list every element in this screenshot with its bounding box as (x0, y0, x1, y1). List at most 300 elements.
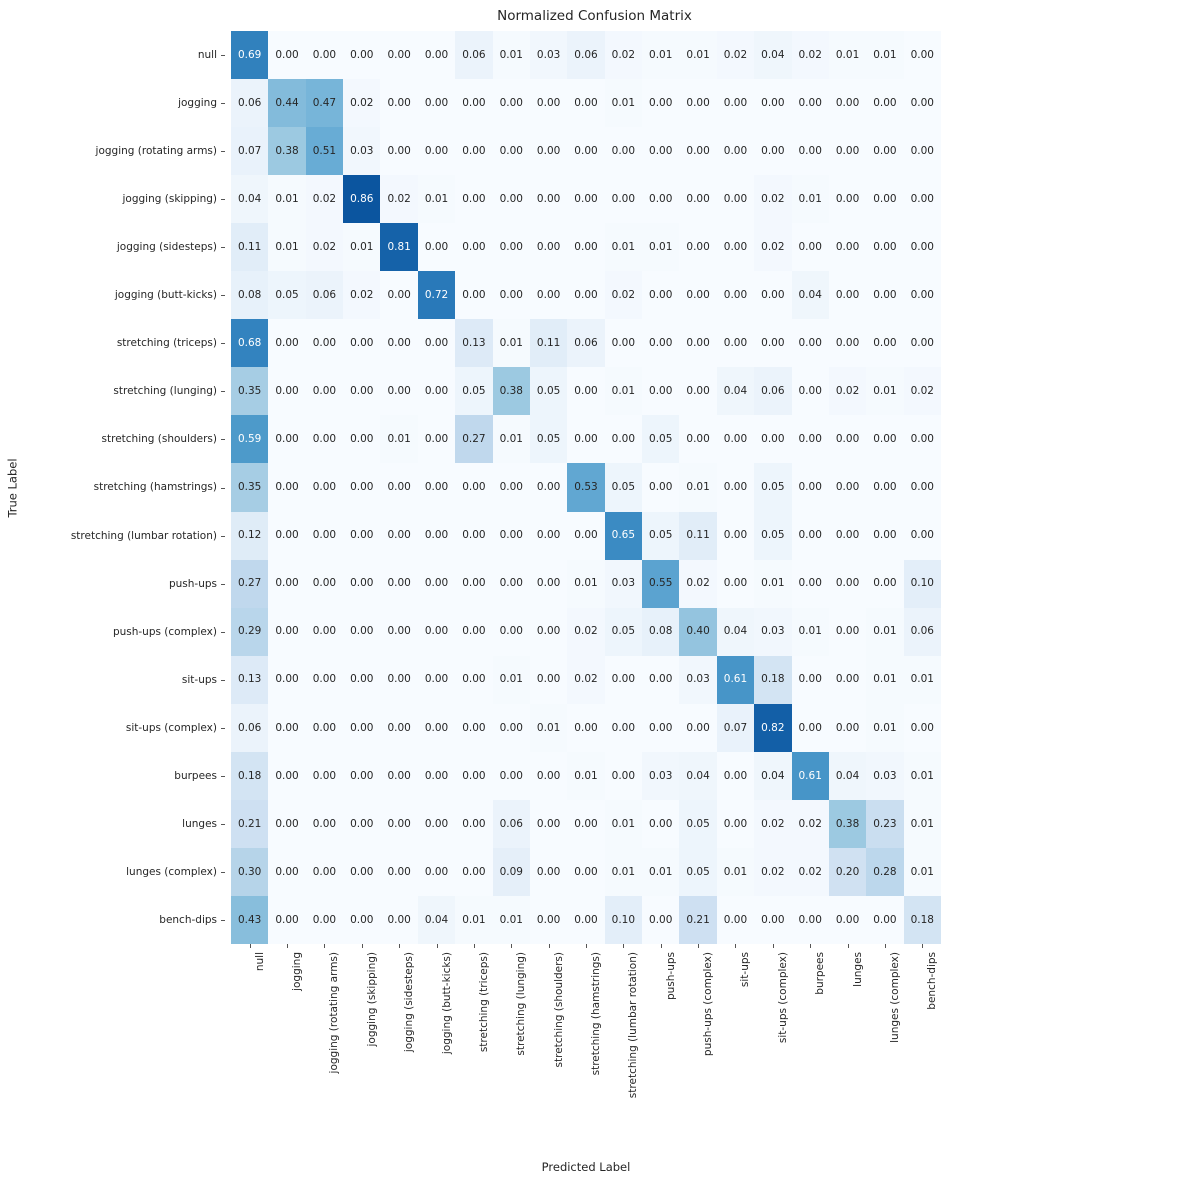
heatmap-cell-value: 0.00 (798, 337, 822, 350)
y-tick-mark (221, 680, 225, 681)
heatmap-cell (754, 560, 791, 608)
heatmap-cell (679, 560, 716, 608)
heatmap-cell (530, 175, 567, 223)
heatmap-cell-value: 0.00 (424, 529, 449, 542)
heatmap-cell (493, 127, 530, 175)
heatmap-cell (866, 367, 903, 415)
heatmap-cell (418, 127, 455, 175)
heatmap-cell (605, 271, 642, 319)
heatmap-cell-value: 0.00 (798, 721, 822, 734)
heatmap-cell (493, 31, 530, 79)
heatmap-cell-value: 0.00 (574, 433, 598, 446)
heatmap-cell-value: 0.02 (574, 625, 598, 638)
heatmap-cell (530, 463, 567, 511)
heatmap-cell (679, 127, 716, 175)
heatmap-cell-value: 0.00 (536, 865, 561, 878)
x-tick-mark (287, 944, 288, 948)
heatmap-cell (567, 463, 604, 511)
heatmap-cell-value: 0.01 (910, 865, 934, 878)
heatmap-cell (679, 608, 716, 656)
y-tick-mark (221, 776, 225, 777)
heatmap-cell-value: 0.00 (574, 96, 598, 109)
heatmap-cell (605, 608, 642, 656)
x-tick-label: sit-ups (739, 952, 752, 988)
heatmap-cell (829, 223, 866, 271)
x-tick-mark (324, 944, 325, 948)
heatmap-cell (231, 127, 268, 175)
heatmap-cell-value: 0.00 (761, 913, 785, 926)
heatmap-cell (343, 560, 380, 608)
heatmap-cell (866, 608, 903, 656)
x-tick-label: jogging (butt-kicks) (440, 952, 453, 1055)
x-tick-mark (810, 944, 811, 948)
heatmap-cell (268, 31, 305, 79)
heatmap-cell-value: 0.00 (275, 481, 299, 494)
heatmap-cell-value: 0.00 (835, 673, 860, 686)
heatmap-cell-value: 0.00 (798, 240, 822, 253)
heatmap-cell (306, 512, 343, 560)
heatmap-cell (642, 31, 679, 79)
heatmap-cell-value: 0.68 (237, 337, 262, 350)
x-tick-mark (848, 944, 849, 948)
heatmap-cell-value: 0.00 (873, 913, 897, 926)
heatmap-cell-value: 0.03 (350, 144, 374, 157)
x-tick-label: push-ups (664, 952, 677, 1001)
heatmap-cell (380, 223, 417, 271)
heatmap-cell-value: 0.00 (350, 817, 374, 830)
heatmap-cell-value: 0.05 (536, 433, 561, 446)
heatmap-cell-value: 0.00 (350, 433, 374, 446)
heatmap-cell (268, 512, 305, 560)
heatmap-cell-value: 0.00 (312, 481, 337, 494)
heatmap-cell-value: 0.02 (312, 240, 337, 253)
heatmap-cell-value: 0.00 (387, 96, 411, 109)
heatmap-cell-value: 0.05 (761, 529, 785, 542)
heatmap-cell-value: 0.00 (798, 577, 822, 590)
x-tick-label: stretching (shoulders) (552, 952, 565, 1068)
heatmap-cell (567, 127, 604, 175)
heatmap-cell-value: 0.00 (275, 913, 299, 926)
heatmap-cell (754, 79, 791, 127)
heatmap-cell (792, 415, 829, 463)
heatmap-cell-value: 0.01 (649, 48, 673, 61)
heatmap-cell-value: 0.00 (723, 337, 748, 350)
heatmap-cell (829, 656, 866, 704)
heatmap-cell (530, 319, 567, 367)
heatmap-cell (754, 319, 791, 367)
heatmap-cell-value: 0.00 (574, 529, 598, 542)
heatmap-cell-value: 0.00 (387, 817, 411, 830)
heatmap-cell-value: 0.01 (462, 913, 486, 926)
heatmap-cell (343, 79, 380, 127)
heatmap-cell-value: 0.00 (350, 673, 374, 686)
heatmap-cell-value: 0.00 (873, 433, 897, 446)
heatmap-cell (605, 31, 642, 79)
heatmap-cell (792, 560, 829, 608)
heatmap-cell-value: 0.00 (649, 144, 673, 157)
heatmap-cell-value: 0.02 (350, 96, 374, 109)
heatmap-cell (418, 223, 455, 271)
heatmap-cell-value: 0.02 (723, 48, 748, 61)
y-tick-label: jogging (skipping) (122, 193, 217, 206)
heatmap-cell-value: 0.06 (462, 48, 486, 61)
heatmap-cell-value: 0.00 (761, 433, 785, 446)
heatmap-cell (904, 31, 941, 79)
heatmap-cell-value: 0.06 (237, 721, 262, 734)
heatmap-cell-value: 0.00 (462, 240, 486, 253)
heatmap-cell (717, 560, 754, 608)
heatmap-cell-value: 0.35 (237, 385, 262, 398)
heatmap-cell-value: 0.00 (536, 577, 561, 590)
heatmap-cell (231, 79, 268, 127)
y-tick-labels (0, 31, 225, 944)
heatmap-cell (679, 319, 716, 367)
heatmap-cell-value: 0.00 (387, 48, 411, 61)
y-tick-label: sit-ups (complex) (125, 721, 217, 734)
heatmap-cell-value: 0.00 (462, 817, 486, 830)
heatmap-cell-value: 0.11 (237, 240, 262, 253)
heatmap-cell-value: 0.01 (499, 913, 523, 926)
y-tick-mark (221, 728, 225, 729)
heatmap-cell (343, 175, 380, 223)
heatmap-cell (380, 319, 417, 367)
heatmap-cell (754, 512, 791, 560)
heatmap-cell (455, 415, 492, 463)
heatmap-cell-value: 0.00 (723, 481, 748, 494)
x-axis-label: Predicted Label (541, 1160, 631, 1174)
heatmap-cell-value: 0.00 (686, 289, 710, 302)
heatmap-cell (642, 512, 679, 560)
heatmap-cell-value: 0.00 (574, 865, 598, 878)
y-tick-mark (221, 439, 225, 440)
heatmap-cell-value: 0.01 (611, 385, 636, 398)
heatmap-cell-value: 0.06 (574, 337, 598, 350)
heatmap-cell-value: 0.01 (499, 337, 523, 350)
heatmap-cell-value: 0.18 (761, 673, 785, 686)
x-tick-label: jogging (sidesteps) (403, 952, 416, 1053)
heatmap-cell-value: 0.00 (312, 48, 337, 61)
heatmap-cell (792, 512, 829, 560)
heatmap-cell-value: 0.00 (350, 913, 374, 926)
heatmap-cell-value: 0.05 (649, 433, 673, 446)
heatmap-cell (717, 223, 754, 271)
heatmap-cell-value: 0.69 (237, 48, 262, 61)
heatmap-cell (605, 175, 642, 223)
heatmap-cell-value: 0.00 (350, 481, 374, 494)
heatmap-cell-value: 0.01 (873, 625, 897, 638)
heatmap-cell-value: 0.00 (387, 769, 411, 782)
heatmap-cell (829, 79, 866, 127)
heatmap-cell-value: 0.01 (387, 433, 411, 446)
heatmap-cell (717, 463, 754, 511)
heatmap-cell (567, 223, 604, 271)
heatmap-cell (268, 415, 305, 463)
heatmap-cell-value: 0.01 (350, 240, 374, 253)
heatmap-cell (829, 608, 866, 656)
x-tick-mark (511, 944, 512, 948)
heatmap-cell-value: 0.00 (387, 529, 411, 542)
heatmap-cell (231, 175, 268, 223)
heatmap-cell-value: 0.01 (761, 577, 785, 590)
heatmap-cell-value: 0.00 (611, 769, 636, 782)
heatmap-cell-value: 0.04 (424, 913, 449, 926)
heatmap-cell-value: 0.00 (312, 865, 337, 878)
heatmap-cell-value: 0.01 (275, 192, 299, 205)
heatmap-cell-value: 0.00 (312, 529, 337, 542)
heatmap-cell (904, 175, 941, 223)
heatmap-cell (829, 271, 866, 319)
heatmap-cell-value: 0.00 (536, 144, 561, 157)
heatmap-cell-value: 0.00 (312, 433, 337, 446)
heatmap-cell-value: 0.02 (574, 673, 598, 686)
y-tick-mark (221, 824, 225, 825)
heatmap-cell (306, 271, 343, 319)
heatmap-cell-value: 0.00 (649, 337, 673, 350)
heatmap-cell-value: 0.03 (686, 673, 710, 686)
heatmap-cell (904, 463, 941, 511)
heatmap-cell (380, 415, 417, 463)
heatmap-cell (306, 223, 343, 271)
heatmap-cell-value: 0.38 (499, 385, 523, 398)
heatmap-cell (418, 608, 455, 656)
heatmap-cell (754, 271, 791, 319)
heatmap-cell (231, 31, 268, 79)
heatmap-cell-value: 0.81 (387, 240, 411, 253)
heatmap-cell-value: 0.06 (574, 48, 598, 61)
heatmap-cell-value: 0.00 (387, 721, 411, 734)
x-tick-mark (399, 944, 400, 948)
y-tick-label: push-ups (168, 577, 217, 590)
heatmap-cell-value: 0.00 (350, 625, 374, 638)
heatmap-cell-value: 0.00 (499, 144, 523, 157)
heatmap-cell (717, 175, 754, 223)
x-tick-mark (474, 944, 475, 948)
heatmap-cell (343, 463, 380, 511)
x-tick-mark (773, 944, 774, 948)
heatmap-cell-value: 0.13 (237, 673, 262, 686)
heatmap-cell-value: 0.00 (686, 144, 710, 157)
heatmap-cell-value: 0.00 (574, 192, 598, 205)
heatmap-cell (455, 608, 492, 656)
heatmap-cell-value: 0.00 (536, 289, 561, 302)
heatmap-cell-value: 0.00 (275, 721, 299, 734)
heatmap-cell (418, 656, 455, 704)
x-tick-label: burpees (814, 952, 827, 995)
heatmap-cell-value: 0.05 (686, 865, 710, 878)
heatmap-cell-value: 0.00 (649, 192, 673, 205)
heatmap-cell-value: 0.01 (873, 48, 897, 61)
heatmap-cell-value: 0.05 (275, 289, 299, 302)
heatmap-cell-value: 0.00 (798, 144, 822, 157)
heatmap-cell-value: 0.02 (798, 48, 822, 61)
heatmap-cell (567, 415, 604, 463)
heatmap-cell-value: 0.00 (798, 433, 822, 446)
heatmap-cell-value: 0.00 (536, 817, 561, 830)
heatmap-cell-value: 0.00 (275, 337, 299, 350)
heatmap-cell-value: 0.61 (798, 769, 822, 782)
heatmap-cell-value: 0.65 (611, 529, 636, 542)
heatmap-cell (717, 656, 754, 704)
y-tick-label: lunges (complex) (126, 865, 217, 878)
heatmap-cell (717, 608, 754, 656)
heatmap-cell-value: 0.10 (611, 913, 636, 926)
heatmap-cell-value: 0.00 (424, 625, 449, 638)
heatmap-cell-value: 0.00 (462, 625, 486, 638)
heatmap-cell (642, 175, 679, 223)
heatmap-cell-value: 0.00 (835, 289, 860, 302)
heatmap-cell-value: 0.00 (761, 144, 785, 157)
heatmap-cell-value: 0.09 (499, 865, 523, 878)
heatmap-cell-value: 0.00 (275, 865, 299, 878)
x-tick-mark (586, 944, 587, 948)
heatmap-cell (829, 31, 866, 79)
heatmap-cell-value: 0.00 (462, 577, 486, 590)
heatmap-cell-value: 0.00 (499, 625, 523, 638)
heatmap-cell-value: 0.00 (873, 192, 897, 205)
heatmap-cell-value: 0.01 (649, 865, 673, 878)
heatmap-cell (567, 560, 604, 608)
heatmap-cell-value: 0.00 (387, 673, 411, 686)
heatmap-cell-value: 0.04 (723, 385, 748, 398)
y-tick-mark (221, 103, 225, 104)
heatmap-cell-value: 0.01 (873, 673, 897, 686)
heatmap-cell (268, 463, 305, 511)
heatmap-cell-value: 0.02 (798, 817, 822, 830)
heatmap-cell-value: 0.00 (536, 481, 561, 494)
y-tick-mark (221, 488, 225, 489)
heatmap-cell-value: 0.00 (910, 481, 934, 494)
heatmap-cell (679, 656, 716, 704)
heatmap-cell-value: 0.00 (910, 721, 934, 734)
heatmap-cell-value: 0.00 (574, 385, 598, 398)
heatmap-cell-value: 0.00 (835, 240, 860, 253)
heatmap-cell (792, 271, 829, 319)
heatmap-cell-value: 0.00 (723, 817, 748, 830)
heatmap-cell-value: 0.53 (574, 481, 598, 494)
heatmap-cell (530, 608, 567, 656)
heatmap-cell-value: 0.00 (574, 913, 598, 926)
heatmap-cell-value: 0.00 (723, 769, 748, 782)
heatmap-cell-value: 0.01 (723, 865, 748, 878)
heatmap-cell (792, 463, 829, 511)
heatmap-cell (605, 127, 642, 175)
heatmap-cell-value: 0.86 (350, 192, 374, 205)
heatmap-cell-value: 0.02 (798, 865, 822, 878)
heatmap-cell (455, 656, 492, 704)
heatmap-cell-value: 0.00 (723, 577, 748, 590)
heatmap-cell-value: 0.38 (835, 817, 860, 830)
heatmap-cell-value: 0.00 (686, 337, 710, 350)
heatmap-cell (567, 608, 604, 656)
heatmap-cell-value: 0.00 (424, 433, 449, 446)
heatmap-cell (717, 415, 754, 463)
heatmap-cell-value: 0.04 (798, 289, 822, 302)
heatmap-cell (754, 127, 791, 175)
heatmap-cell (231, 367, 268, 415)
x-tick-label: null (253, 952, 266, 972)
heatmap-cell-value: 0.03 (761, 625, 785, 638)
heatmap-cell-value: 0.00 (835, 577, 860, 590)
heatmap-cell (754, 175, 791, 223)
x-tick-label: lunges (complex) (888, 952, 901, 1043)
heatmap-cell-value: 0.01 (574, 769, 598, 782)
heatmap-cell (306, 127, 343, 175)
heatmap-cell-value: 0.10 (910, 577, 934, 590)
heatmap-cell-value: 0.01 (798, 625, 822, 638)
heatmap-cell (418, 560, 455, 608)
heatmap-cell-value: 0.00 (350, 529, 374, 542)
heatmap-cell-value: 0.30 (237, 865, 262, 878)
heatmap-cell-value: 0.04 (237, 192, 262, 205)
heatmap-cell (530, 512, 567, 560)
heatmap-cell (455, 31, 492, 79)
heatmap-cell-value: 0.00 (536, 673, 561, 686)
heatmap-cell (866, 512, 903, 560)
heatmap-cell (231, 608, 268, 656)
y-tick-mark (221, 55, 225, 56)
heatmap-cell-value: 0.00 (312, 913, 337, 926)
heatmap-cell (493, 175, 530, 223)
heatmap-cell-value: 0.00 (499, 769, 523, 782)
heatmap-cell (866, 31, 903, 79)
heatmap-cell-value: 0.02 (835, 385, 860, 398)
heatmap-cell (829, 367, 866, 415)
heatmap-cell-value: 0.01 (910, 769, 934, 782)
heatmap-cell-value: 0.47 (312, 96, 337, 109)
heatmap-cell-value: 0.11 (536, 337, 561, 350)
y-tick-mark (221, 632, 225, 633)
heatmap-cell (306, 319, 343, 367)
heatmap-cell-value: 0.00 (536, 625, 561, 638)
y-tick-label: lunges (182, 817, 217, 830)
heatmap-cell-value: 0.00 (387, 865, 411, 878)
heatmap-cell-value: 0.00 (649, 913, 673, 926)
heatmap-cell (231, 560, 268, 608)
heatmap-cell-value: 0.01 (611, 96, 636, 109)
heatmap-cell-value: 0.05 (536, 385, 561, 398)
heatmap-cell (268, 560, 305, 608)
heatmap-cell-value: 0.00 (910, 96, 934, 109)
heatmap-cell-value: 0.01 (910, 817, 934, 830)
y-tick-mark (221, 584, 225, 585)
heatmap-cell-value: 0.00 (499, 289, 523, 302)
y-tick-label: stretching (hamstrings) (93, 481, 217, 494)
heatmap-cell (530, 127, 567, 175)
heatmap-cell-value: 0.00 (312, 721, 337, 734)
heatmap-cell-value: 0.01 (499, 673, 523, 686)
x-tick-label: push-ups (complex) (702, 952, 715, 1057)
heatmap-cell-value: 0.00 (723, 96, 748, 109)
heatmap-cell (380, 512, 417, 560)
heatmap-cell-value: 0.00 (350, 48, 374, 61)
heatmap-cell (343, 271, 380, 319)
heatmap-cell (904, 271, 941, 319)
heatmap-cell-value: 0.00 (873, 481, 897, 494)
heatmap-cell (829, 415, 866, 463)
heatmap-cell-value: 0.59 (237, 433, 262, 446)
y-tick-label: stretching (triceps) (116, 337, 217, 350)
heatmap-cell (866, 319, 903, 367)
heatmap-cell-value: 0.00 (835, 481, 860, 494)
heatmap-cell-value: 0.00 (873, 96, 897, 109)
heatmap-cell (306, 31, 343, 79)
heatmap-cell (904, 127, 941, 175)
heatmap-cell (567, 367, 604, 415)
x-tick-label: jogging (skipping) (365, 952, 378, 1047)
heatmap-cell-value: 0.00 (835, 529, 860, 542)
heatmap-cell-value: 0.00 (462, 721, 486, 734)
heatmap-cell-value: 0.20 (835, 865, 860, 878)
